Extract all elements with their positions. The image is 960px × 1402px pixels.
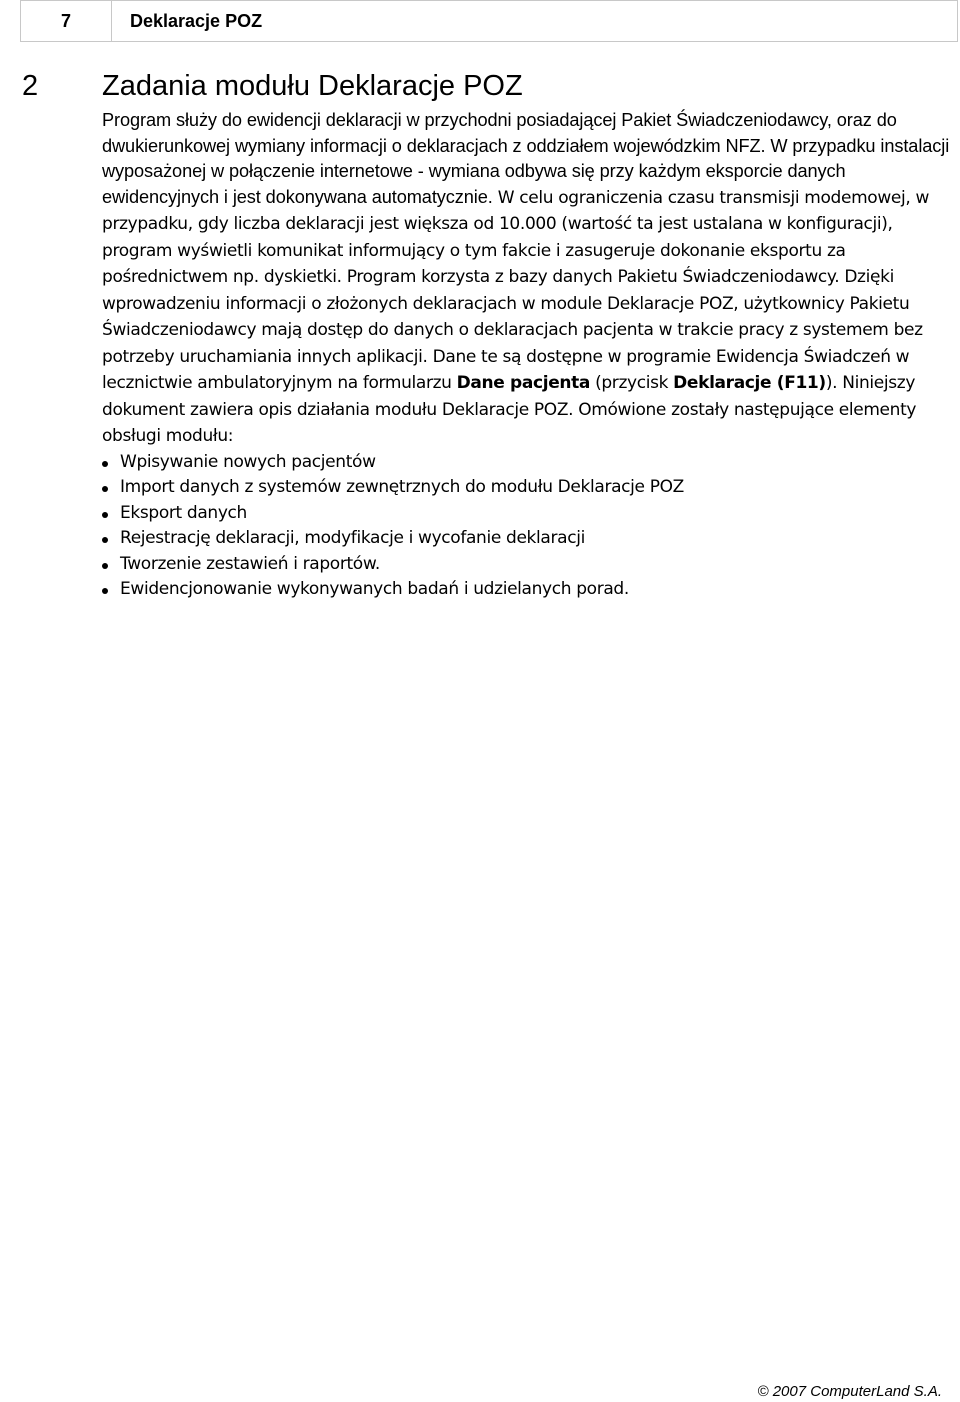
page-header	[20, 0, 958, 42]
paragraph-part-1: Program służy do ewidencji deklaracji w przychodni posiadającej Pakiet Świadczeniodawcy, oraz do dwukierunkowej wymiany informacji o deklaracjach z oddziałem wojewódzkim NFZ. W przypadku instalacji wyposażonej w połączenie internetowe - wymiana odbywa się przy każdym eksporcie danych ewidencyjnych i jest dokonywana automatycznie.	[102, 110, 950, 207]
list-item-text: Import danych z systemów zewnętrznych do modułu Deklaracje POZ	[120, 477, 684, 498]
main-content	[102, 108, 954, 603]
body-paragraph	[102, 108, 954, 450]
list-item	[102, 577, 954, 603]
bullet-icon	[102, 512, 108, 518]
list-item	[102, 526, 954, 552]
paragraph-part-2: W celu ograniczenia czasu transmisji modemowej, w przypadku, gdy liczba deklaracji jest większa od 10.000 (wartość ta jest ustalana w konfiguracji), program wyświetli komunikat informujący o tym fakcie i zasugeruje dokonanie eksportu za pośrednictwem np. dyskietki. Program korzysta z bazy danych Pakietu Świadczeniodawcy. Dzięki wprowadzeniu informacji o złożonych deklaracjach w module Deklaracje POZ, użytkownicy Pakietu Świadczeniodawcy mają dostęp do danych o deklaracjach pacjenta w trakcie pracy z systemem bez potrzeby uruchamiania innych aplikacji. Dane te są dostępne w programie Ewidencja Świadczeń w lecznictwie ambulatoryjnym na formularzu	[102, 187, 930, 393]
list-item-text: Ewidencjonowanie wykonywanych badań i udzielanych porad.	[120, 579, 629, 600]
page-number: 7	[21, 1, 112, 41]
feature-list	[102, 450, 954, 604]
document-title: Deklaracje POZ	[130, 10, 263, 31]
list-item-text: Eksport danych	[120, 502, 247, 523]
bullet-icon	[102, 461, 108, 467]
list-item	[102, 475, 954, 501]
list-item	[102, 450, 954, 476]
paragraph-part-4: ). Niniejszy dokument zawiera opis działania modułu Deklaracje POZ. Omówione zostały następujące elementy obsługi modułu:	[102, 373, 917, 446]
footer-copyright: © 2007 ComputerLand S.A.	[757, 1383, 942, 1400]
list-item-text: Rejestrację deklaracji, modyfikacje i wycofanie deklaracji	[120, 528, 585, 549]
bullet-icon	[102, 486, 108, 492]
list-item-text: Wpisywanie nowych pacjentów	[120, 451, 376, 472]
section-title: Zadania modułu Deklaracje POZ	[102, 70, 523, 102]
list-item-text: Tworzenie zestawień i raportów.	[120, 553, 380, 574]
section-number: 2	[22, 70, 39, 102]
bullet-icon	[102, 537, 108, 543]
paragraph-part-3: (przycisk	[590, 373, 674, 393]
section-heading	[22, 70, 942, 103]
form-name-bold: Dane pacjenta	[456, 373, 591, 393]
button-name-bold: Deklaracje (F11)	[673, 373, 826, 393]
list-item	[102, 552, 954, 578]
bullet-icon	[102, 563, 108, 569]
bullet-icon	[102, 588, 108, 594]
list-item	[102, 501, 954, 527]
